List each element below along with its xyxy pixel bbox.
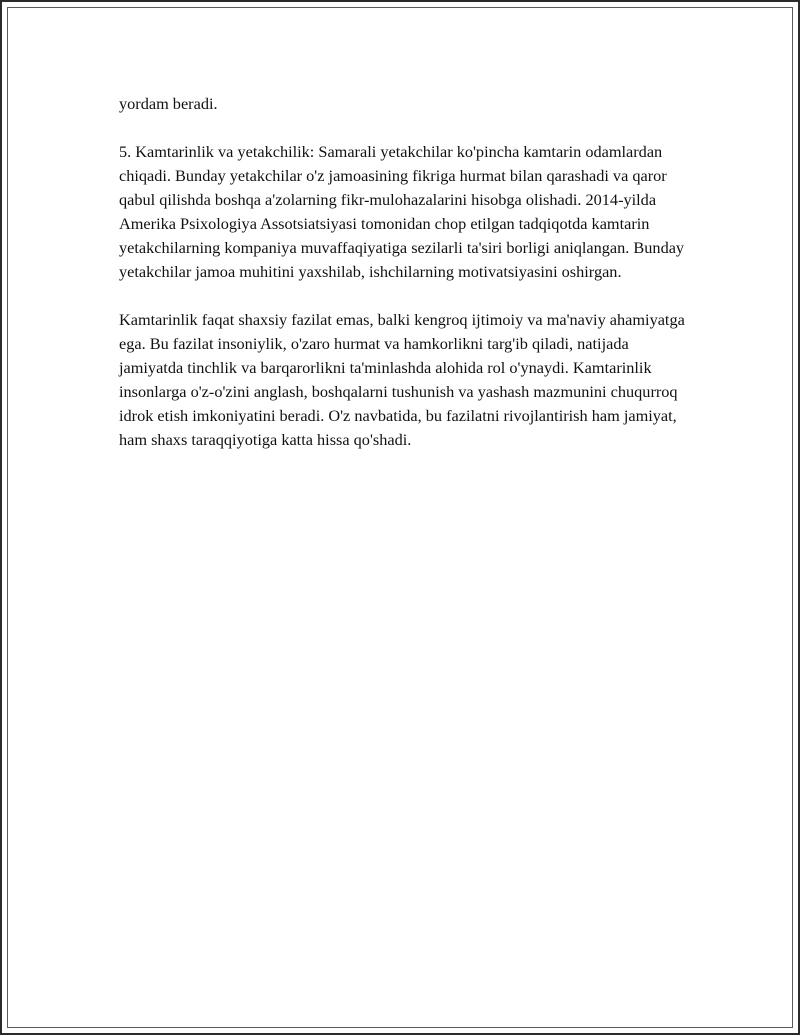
paragraph-conclusion: Kamtarinlik faqat shaxsiy fazilat emas, balki kengroq ijtimoiy va ma'naviy ahamiyatga ega. Bu fazilat insoniylik, o'zaro hurmat va hamkorlikni targ'ib qiladi, natijada jamiyatda tinchlik va barqarorlikni ta'minlashda alohida rol o'ynaydi. Kamtarinlik insonlarga o'z-o'zini anglash, boshqalarni tushunish va yashash mazmunini chuqurroq idrok etish imkoniyatini beradi. O'z navbatida, bu fazilatni rivojlantirish ham jamiyat, ham shaxs taraqqiyotiga katta hissa qo'shadi. [119,310,685,449]
document-body [119,92,694,476]
paragraph-humility-leadership: 5. Kamtarinlik va yetakchilik: Samarali yetakchilar ko'pincha kamtarin odamlardan chiqadi. Bunday yetakchilar o'z jamoasining fikriga hurmat bilan qarashadi va qaror qabul qilishda boshqa a'zolarning fikr-mulohazalarini hisobga olishadi. 2014-yilda Amerika Psixologiya Assotsiatsiyasi tomonidan chop etilgan tadqiqotda kamtarin yetakchilarning kompaniya muvaffaqiyatiga sezilarli ta'siri borligi aniqlangan. Bunday yetakchilar jamoa muhitini yaxshilab, ishchilarning motivatsiyasini oshirgan. [119,142,685,281]
paragraph-continuation: yordam beradi. [119,94,218,113]
